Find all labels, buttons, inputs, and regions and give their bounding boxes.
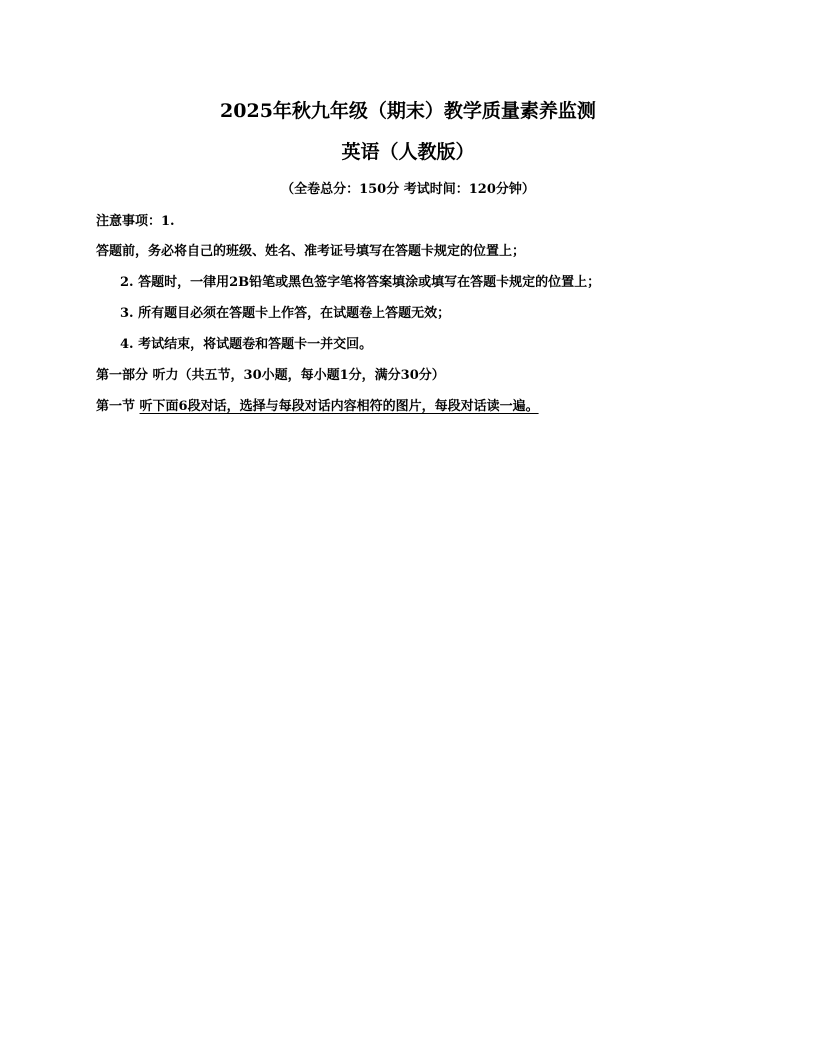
notes-heading: 注意事项：1. [96,214,175,229]
part1-title: 第一部分 听力（共五节，30小题，每小题1分，满分30分） [96,368,445,383]
note-item-2: 2. 答题时，一律用2B铅笔或黑色签字笔将答案填涂或填写在答题卡规定的位置上； [120,275,601,290]
section1-instruction: 听下面6段对话，选择与每段对话内容相符的图片，每段对话读一遍。 [139,399,539,414]
note-item-3: 3. 所有题目必须在答题卡上作答，在试题卷上答题无效； [120,306,451,321]
note-item-1: 答题前，务必将自己的班级、姓名、准考证号填写在答题卡规定的位置上； [96,244,526,259]
note-item-4: 4. 考试结束，将试题卷和答题卡一并交回。 [120,337,373,352]
section1-line [96,397,539,417]
exam-title: 2025年秋九年级（期末）教学质量素养监测 [220,100,596,122]
exam-info: （全卷总分：150分 考试时间：120分钟） [281,182,535,197]
section1-label: 第一节 [96,399,140,414]
exam-subject: 英语（人教版） [341,141,475,163]
